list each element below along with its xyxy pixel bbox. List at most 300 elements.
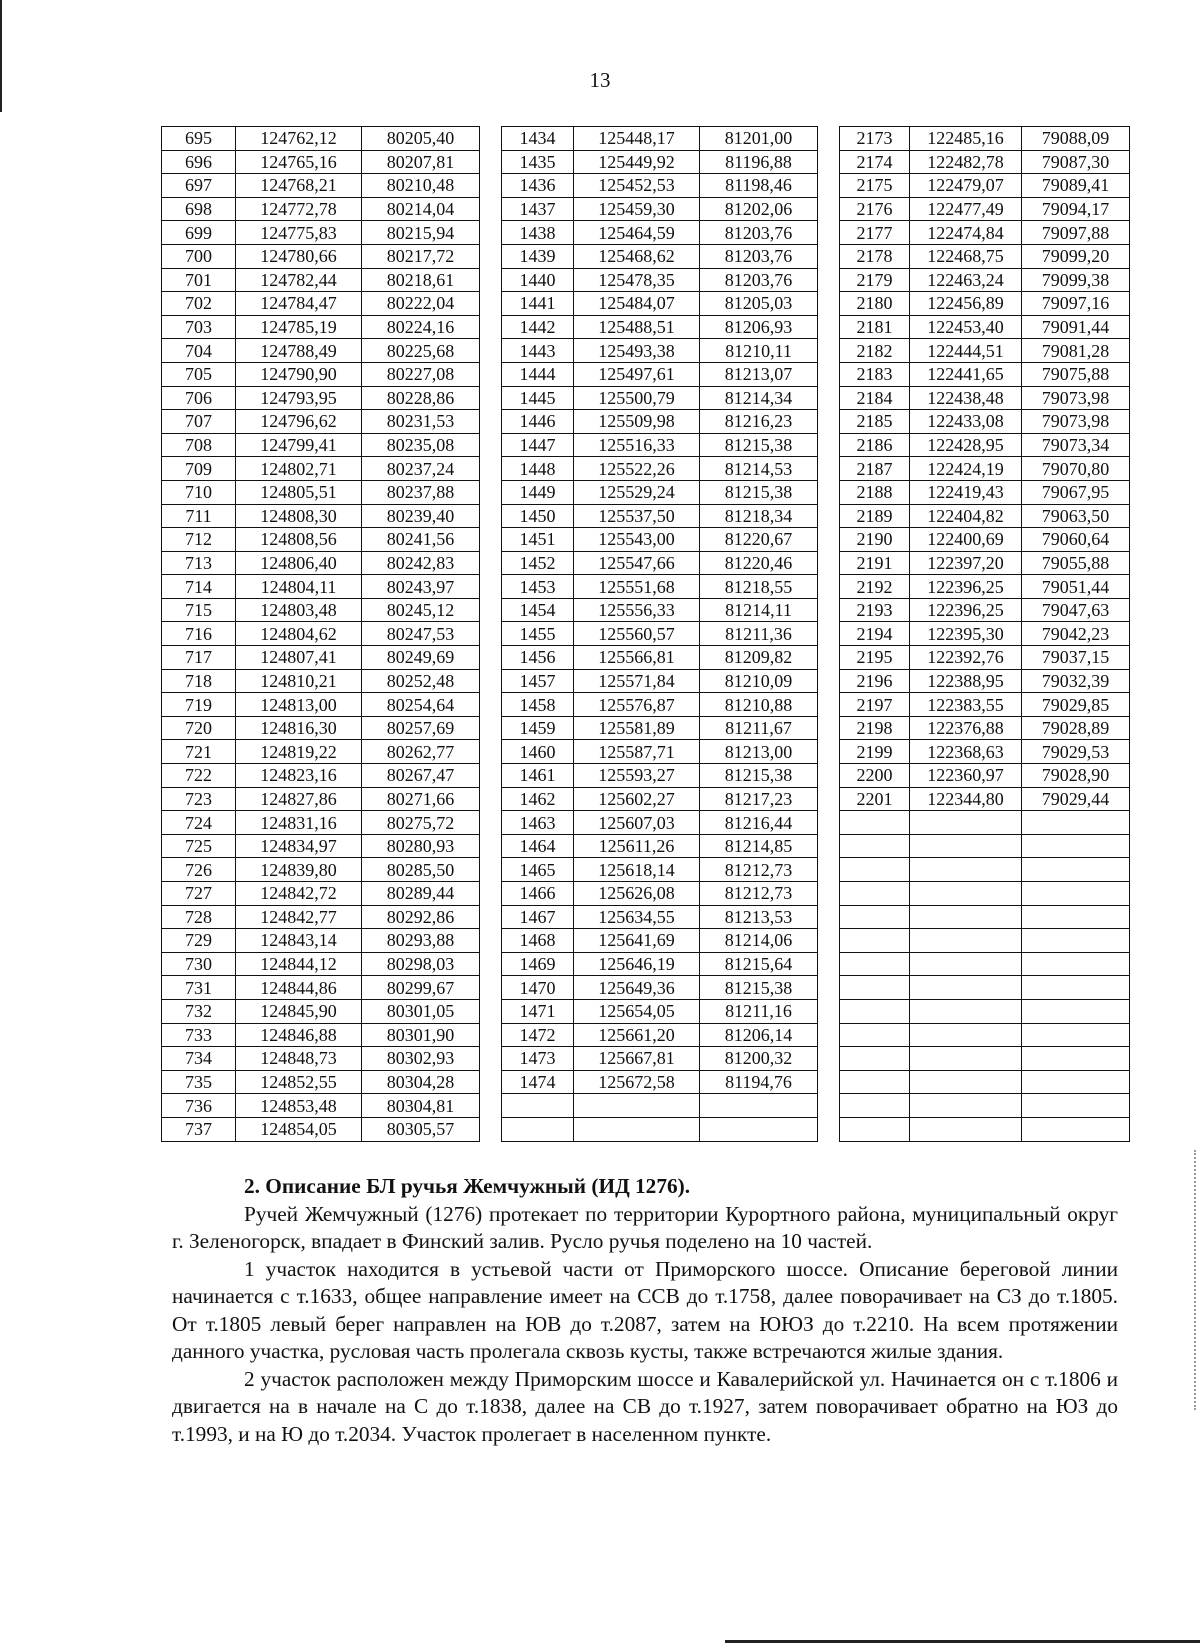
cell-y-coord: 79032,39: [1022, 669, 1130, 693]
cell-y-coord: 79089,41: [1022, 174, 1130, 198]
cell-x-coord: 122477,49: [910, 197, 1022, 221]
cell-point-id: 2201: [840, 787, 910, 811]
cell-y-coord: 81210,88: [700, 693, 818, 717]
column-group-spacer: [818, 716, 840, 740]
cell-y-coord: 81215,38: [700, 433, 818, 457]
table-row: [162, 858, 1130, 882]
cell-point-id: 2189: [840, 504, 910, 528]
column-group-spacer: [818, 480, 840, 504]
cell-x-coord: 125459,30: [574, 197, 700, 221]
cell-y-coord: 80215,94: [362, 221, 480, 245]
cell-point-id: 2183: [840, 362, 910, 386]
cell-y-coord: 79070,80: [1022, 457, 1130, 481]
cell-point-id: 2185: [840, 410, 910, 434]
table-row: [162, 127, 1130, 151]
cell-x-coord: 124785,19: [236, 315, 362, 339]
cell-y-coord: 81203,76: [700, 221, 818, 245]
cell-y-coord: 80293,88: [362, 929, 480, 953]
cell-y-coord: 79051,44: [1022, 575, 1130, 599]
column-group-spacer: [480, 244, 502, 268]
cell-y-coord: [1022, 834, 1130, 858]
column-group-spacer: [818, 339, 840, 363]
cell-point-id: 697: [162, 174, 236, 198]
cell-y-coord: [1022, 905, 1130, 929]
cell-point-id: 2190: [840, 528, 910, 552]
cell-y-coord: 81217,23: [700, 787, 818, 811]
cell-y-coord: 79037,15: [1022, 646, 1130, 670]
cell-y-coord: 80302,93: [362, 1047, 480, 1071]
cell-y-coord: 80262,77: [362, 740, 480, 764]
cell-x-coord: 122388,95: [910, 669, 1022, 693]
table-row: [162, 929, 1130, 953]
cell-x-coord: [910, 1117, 1022, 1141]
column-group-spacer: [818, 858, 840, 882]
column-group-spacer: [818, 646, 840, 670]
cell-x-coord: 124852,55: [236, 1070, 362, 1094]
cell-y-coord: 80245,12: [362, 598, 480, 622]
table-row: [162, 551, 1130, 575]
cell-x-coord: 122468,75: [910, 244, 1022, 268]
cell-x-coord: 125607,03: [574, 811, 700, 835]
cell-point-id: 2177: [840, 221, 910, 245]
cell-x-coord: 122444,51: [910, 339, 1022, 363]
cell-x-coord: 125516,33: [574, 433, 700, 457]
cell-point-id: 1466: [502, 882, 574, 906]
column-group-spacer: [480, 315, 502, 339]
cell-x-coord: 124845,90: [236, 999, 362, 1023]
cell-y-coord: 80301,05: [362, 999, 480, 1023]
cell-point-id: [840, 976, 910, 1000]
cell-y-coord: 80267,47: [362, 764, 480, 788]
cell-y-coord: 79099,38: [1022, 268, 1130, 292]
cell-y-coord: 80257,69: [362, 716, 480, 740]
cell-y-coord: 81209,82: [700, 646, 818, 670]
cell-y-coord: 79028,90: [1022, 764, 1130, 788]
cell-y-coord: 80210,48: [362, 174, 480, 198]
table-row: [162, 575, 1130, 599]
cell-x-coord: 125464,59: [574, 221, 700, 245]
cell-x-coord: [910, 999, 1022, 1023]
table-row: [162, 952, 1130, 976]
cell-x-coord: 122396,25: [910, 575, 1022, 599]
column-group-spacer: [480, 716, 502, 740]
cell-x-coord: 122404,82: [910, 504, 1022, 528]
column-group-spacer: [818, 197, 840, 221]
cell-point-id: 1447: [502, 433, 574, 457]
column-group-spacer: [480, 811, 502, 835]
cell-point-id: 1437: [502, 197, 574, 221]
column-group-spacer: [480, 480, 502, 504]
column-group-spacer: [818, 1047, 840, 1071]
cell-point-id: [840, 999, 910, 1023]
cell-y-coord: 79097,88: [1022, 221, 1130, 245]
cell-y-coord: 81194,76: [700, 1070, 818, 1094]
cell-x-coord: 125641,69: [574, 929, 700, 953]
cell-x-coord: 124772,78: [236, 197, 362, 221]
cell-point-id: [840, 858, 910, 882]
cell-x-coord: 124793,95: [236, 386, 362, 410]
cell-point-id: [840, 1094, 910, 1118]
cell-point-id: [840, 1023, 910, 1047]
cell-x-coord: 124796,62: [236, 410, 362, 434]
cell-x-coord: 125593,27: [574, 764, 700, 788]
cell-x-coord: 124768,21: [236, 174, 362, 198]
cell-point-id: [840, 952, 910, 976]
cell-x-coord: 122344,80: [910, 787, 1022, 811]
cell-x-coord: 125493,38: [574, 339, 700, 363]
cell-x-coord: 124839,80: [236, 858, 362, 882]
cell-x-coord: 125478,35: [574, 268, 700, 292]
cell-point-id: 1461: [502, 764, 574, 788]
column-group-spacer: [818, 221, 840, 245]
cell-x-coord: 125571,84: [574, 669, 700, 693]
table-row: [162, 150, 1130, 174]
cell-point-id: 718: [162, 669, 236, 693]
cell-y-coord: 80207,81: [362, 150, 480, 174]
column-group-spacer: [480, 362, 502, 386]
cell-point-id: 704: [162, 339, 236, 363]
cell-x-coord: 124804,11: [236, 575, 362, 599]
cell-x-coord: 125551,68: [574, 575, 700, 599]
cell-point-id: [840, 1117, 910, 1141]
table-row: [162, 1047, 1130, 1071]
cell-x-coord: 124844,86: [236, 976, 362, 1000]
table-row: [162, 716, 1130, 740]
column-group-spacer: [818, 575, 840, 599]
cell-y-coord: 79047,63: [1022, 598, 1130, 622]
scan-edge-mark-right: [1193, 1150, 1196, 1410]
cell-point-id: 701: [162, 268, 236, 292]
cell-y-coord: 79088,09: [1022, 127, 1130, 151]
cell-x-coord: 124846,88: [236, 1023, 362, 1047]
cell-point-id: [840, 1070, 910, 1094]
column-group-spacer: [480, 858, 502, 882]
cell-x-coord: [574, 1117, 700, 1141]
section-text: [172, 1173, 1118, 1448]
cell-point-id: 1452: [502, 551, 574, 575]
cell-point-id: 2188: [840, 480, 910, 504]
column-group-spacer: [818, 693, 840, 717]
cell-point-id: 721: [162, 740, 236, 764]
cell-point-id: 1436: [502, 174, 574, 198]
cell-point-id: 1457: [502, 669, 574, 693]
cell-point-id: 2191: [840, 551, 910, 575]
column-group-spacer: [818, 174, 840, 198]
cell-x-coord: 124802,71: [236, 457, 362, 481]
cell-point-id: 728: [162, 905, 236, 929]
cell-x-coord: 122360,97: [910, 764, 1022, 788]
cell-x-coord: 122441,65: [910, 362, 1022, 386]
cell-y-coord: 79029,44: [1022, 787, 1130, 811]
cell-point-id: 698: [162, 197, 236, 221]
cell-x-coord: [910, 1094, 1022, 1118]
cell-point-id: 699: [162, 221, 236, 245]
cell-x-coord: 124827,86: [236, 787, 362, 811]
cell-x-coord: 122433,08: [910, 410, 1022, 434]
cell-point-id: 1470: [502, 976, 574, 1000]
cell-x-coord: 125484,07: [574, 292, 700, 316]
cell-y-coord: 81214,11: [700, 598, 818, 622]
cell-x-coord: 124807,41: [236, 646, 362, 670]
cell-y-coord: 80247,53: [362, 622, 480, 646]
cell-x-coord: [910, 882, 1022, 906]
cell-y-coord: 81212,73: [700, 882, 818, 906]
cell-point-id: 705: [162, 362, 236, 386]
cell-y-coord: [700, 1117, 818, 1141]
cell-y-coord: [1022, 1094, 1130, 1118]
column-group-spacer: [818, 457, 840, 481]
cell-y-coord: 81216,23: [700, 410, 818, 434]
cell-x-coord: 122456,89: [910, 292, 1022, 316]
cell-point-id: 724: [162, 811, 236, 835]
table-row: [162, 244, 1130, 268]
cell-point-id: 2174: [840, 150, 910, 174]
column-group-spacer: [480, 622, 502, 646]
cell-point-id: 700: [162, 244, 236, 268]
table-row: [162, 339, 1130, 363]
cell-point-id: 713: [162, 551, 236, 575]
cell-y-coord: 81202,06: [700, 197, 818, 221]
cell-y-coord: 80241,56: [362, 528, 480, 552]
cell-x-coord: 122424,19: [910, 457, 1022, 481]
cell-point-id: 2196: [840, 669, 910, 693]
column-group-spacer: [818, 999, 840, 1023]
cell-x-coord: 125556,33: [574, 598, 700, 622]
cell-point-id: [840, 929, 910, 953]
cell-x-coord: 125649,36: [574, 976, 700, 1000]
cell-x-coord: 124816,30: [236, 716, 362, 740]
column-group-spacer: [480, 834, 502, 858]
column-group-spacer: [818, 1117, 840, 1141]
cell-point-id: 1474: [502, 1070, 574, 1094]
cell-point-id: [840, 882, 910, 906]
cell-y-coord: 81218,34: [700, 504, 818, 528]
cell-y-coord: 81215,38: [700, 480, 818, 504]
cell-point-id: 2197: [840, 693, 910, 717]
cell-x-coord: 125448,17: [574, 127, 700, 151]
column-group-spacer: [480, 150, 502, 174]
column-group-spacer: [480, 929, 502, 953]
table-row: [162, 174, 1130, 198]
column-group-spacer: [818, 929, 840, 953]
table-row: [162, 646, 1130, 670]
cell-y-coord: 81214,06: [700, 929, 818, 953]
cell-y-coord: 81198,46: [700, 174, 818, 198]
column-group-spacer: [818, 787, 840, 811]
cell-point-id: 2179: [840, 268, 910, 292]
cell-x-coord: 124799,41: [236, 433, 362, 457]
cell-y-coord: 80224,16: [362, 315, 480, 339]
cell-x-coord: [910, 905, 1022, 929]
cell-point-id: [840, 834, 910, 858]
cell-y-coord: 81213,00: [700, 740, 818, 764]
cell-point-id: 2195: [840, 646, 910, 670]
cell-x-coord: [910, 834, 1022, 858]
cell-x-coord: 122376,88: [910, 716, 1022, 740]
scan-bottom-line: [725, 1640, 1200, 1643]
cell-x-coord: 125509,98: [574, 410, 700, 434]
cell-x-coord: 125587,71: [574, 740, 700, 764]
cell-y-coord: 81201,00: [700, 127, 818, 151]
cell-point-id: 2194: [840, 622, 910, 646]
cell-point-id: 727: [162, 882, 236, 906]
cell-x-coord: 124853,48: [236, 1094, 362, 1118]
table-row: [162, 740, 1130, 764]
cell-y-coord: 81203,76: [700, 244, 818, 268]
cell-y-coord: 79073,98: [1022, 410, 1130, 434]
cell-point-id: 711: [162, 504, 236, 528]
cell-x-coord: 124842,77: [236, 905, 362, 929]
column-group-spacer: [480, 905, 502, 929]
cell-x-coord: 122453,40: [910, 315, 1022, 339]
cell-x-coord: 125468,62: [574, 244, 700, 268]
cell-point-id: 736: [162, 1094, 236, 1118]
cell-x-coord: 122419,43: [910, 480, 1022, 504]
cell-y-coord: 81214,53: [700, 457, 818, 481]
cell-point-id: 712: [162, 528, 236, 552]
cell-y-coord: 79097,16: [1022, 292, 1130, 316]
column-group-spacer: [480, 976, 502, 1000]
column-group-spacer: [818, 764, 840, 788]
cell-x-coord: 124810,21: [236, 669, 362, 693]
cell-x-coord: 125522,26: [574, 457, 700, 481]
column-group-spacer: [480, 292, 502, 316]
cell-y-coord: 79073,34: [1022, 433, 1130, 457]
cell-y-coord: 80222,04: [362, 292, 480, 316]
column-group-spacer: [818, 1023, 840, 1047]
paragraph-part-1: 1 участок находится в устьевой части от Приморского шоссе. Описание береговой линии начинается с т.1633, общее направление имеет на ССВ до т.1758, далее поворачивает на СЗ до т.1805. От т.1805 левый берег направлен на ЮВ до т.2087, затем на ЮЮЗ до т.2210. На всем протяжении данного участка, русловая часть пролегала сквозь кусты, также встречаются жилые здания.: [172, 1256, 1118, 1363]
cell-y-coord: 80225,68: [362, 339, 480, 363]
column-group-spacer: [818, 433, 840, 457]
cell-point-id: 722: [162, 764, 236, 788]
cell-y-coord: 79042,23: [1022, 622, 1130, 646]
table-row: [162, 622, 1130, 646]
column-group-spacer: [818, 1094, 840, 1118]
cell-x-coord: 124784,47: [236, 292, 362, 316]
cell-x-coord: 125661,20: [574, 1023, 700, 1047]
cell-x-coord: 125667,81: [574, 1047, 700, 1071]
cell-y-coord: 79094,17: [1022, 197, 1130, 221]
cell-point-id: 1441: [502, 292, 574, 316]
column-group-spacer: [480, 764, 502, 788]
cell-y-coord: 80271,66: [362, 787, 480, 811]
cell-y-coord: 79029,85: [1022, 693, 1130, 717]
cell-point-id: 1471: [502, 999, 574, 1023]
table-row: [162, 693, 1130, 717]
cell-x-coord: 125566,81: [574, 646, 700, 670]
cell-point-id: 731: [162, 976, 236, 1000]
cell-y-coord: 80298,03: [362, 952, 480, 976]
cell-x-coord: 125500,79: [574, 386, 700, 410]
cell-x-coord: 124788,49: [236, 339, 362, 363]
column-group-spacer: [480, 174, 502, 198]
table-row: [162, 1023, 1130, 1047]
column-group-spacer: [480, 386, 502, 410]
cell-x-coord: [910, 811, 1022, 835]
column-group-spacer: [480, 433, 502, 457]
cell-point-id: 734: [162, 1047, 236, 1071]
table-row: [162, 905, 1130, 929]
cell-x-coord: 122396,25: [910, 598, 1022, 622]
table-row: [162, 433, 1130, 457]
column-group-spacer: [480, 882, 502, 906]
cell-x-coord: [574, 1094, 700, 1118]
cell-y-coord: 80305,57: [362, 1117, 480, 1141]
table-row: [162, 480, 1130, 504]
cell-y-coord: 81214,34: [700, 386, 818, 410]
cell-y-coord: 81220,67: [700, 528, 818, 552]
scan-edge-mark: [0, 0, 2, 112]
cell-point-id: 1435: [502, 150, 574, 174]
cell-y-coord: 81215,38: [700, 764, 818, 788]
cell-y-coord: 81215,38: [700, 976, 818, 1000]
cell-point-id: 723: [162, 787, 236, 811]
cell-point-id: 737: [162, 1117, 236, 1141]
column-group-spacer: [818, 268, 840, 292]
cell-point-id: 1448: [502, 457, 574, 481]
cell-y-coord: 81211,16: [700, 999, 818, 1023]
cell-y-coord: 80292,86: [362, 905, 480, 929]
cell-y-coord: [1022, 929, 1130, 953]
cell-y-coord: [1022, 1047, 1130, 1071]
cell-point-id: 1464: [502, 834, 574, 858]
cell-y-coord: 79055,88: [1022, 551, 1130, 575]
cell-x-coord: [910, 858, 1022, 882]
column-group-spacer: [818, 150, 840, 174]
cell-point-id: [502, 1094, 574, 1118]
cell-point-id: 2200: [840, 764, 910, 788]
column-group-spacer: [480, 127, 502, 151]
table-row: [162, 882, 1130, 906]
cell-y-coord: 80205,40: [362, 127, 480, 151]
cell-point-id: 2181: [840, 315, 910, 339]
cell-x-coord: 125646,19: [574, 952, 700, 976]
cell-point-id: 2173: [840, 127, 910, 151]
table-row: [162, 386, 1130, 410]
table-row: [162, 268, 1130, 292]
column-group-spacer: [818, 410, 840, 434]
column-group-spacer: [818, 598, 840, 622]
cell-y-coord: 80304,81: [362, 1094, 480, 1118]
cell-x-coord: 124823,16: [236, 764, 362, 788]
cell-y-coord: 80237,88: [362, 480, 480, 504]
cell-point-id: 1451: [502, 528, 574, 552]
cell-point-id: 2178: [840, 244, 910, 268]
page-number: 13: [589, 68, 611, 92]
cell-y-coord: 80243,97: [362, 575, 480, 599]
cell-y-coord: 81200,32: [700, 1047, 818, 1071]
cell-y-coord: [1022, 952, 1130, 976]
cell-x-coord: 125654,05: [574, 999, 700, 1023]
cell-point-id: 1462: [502, 787, 574, 811]
cell-point-id: 1443: [502, 339, 574, 363]
cell-y-coord: 79067,95: [1022, 480, 1130, 504]
cell-point-id: 1445: [502, 386, 574, 410]
cell-point-id: 1469: [502, 952, 574, 976]
column-group-spacer: [818, 976, 840, 1000]
cell-point-id: 1454: [502, 598, 574, 622]
cell-y-coord: 81220,46: [700, 551, 818, 575]
cell-x-coord: 125602,27: [574, 787, 700, 811]
column-group-spacer: [480, 339, 502, 363]
cell-point-id: 1472: [502, 1023, 574, 1047]
table-row: [162, 410, 1130, 434]
column-group-spacer: [818, 504, 840, 528]
column-group-spacer: [480, 1070, 502, 1094]
column-group-spacer: [818, 244, 840, 268]
table-row: [162, 787, 1130, 811]
cell-x-coord: 124782,44: [236, 268, 362, 292]
